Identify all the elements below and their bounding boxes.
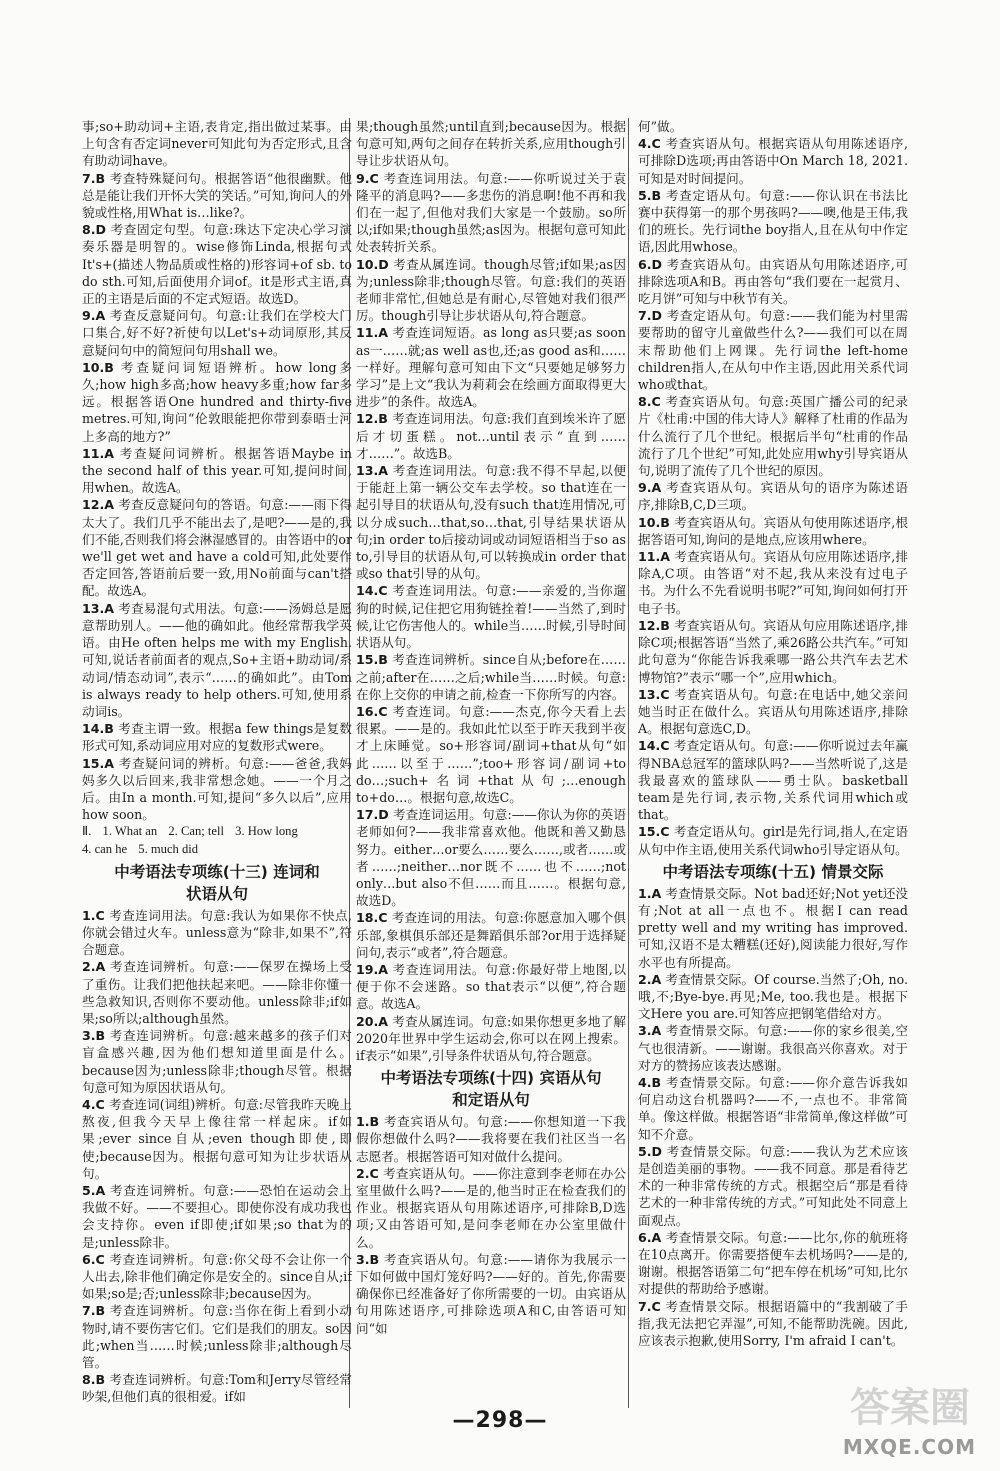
item-list (82, 170, 352, 824)
answer-item: 5.A 考查连词辨析。句意:——恐怕在运动会上我做不好。——不要担心。即使你没有成功我也会支持你。even if即使;if如果;so that为的是;unless除非。 (82, 1182, 352, 1250)
continued-text: 何”做。 (638, 119, 683, 134)
section-heading-line2: 状语从句 (185, 884, 248, 903)
answer-item: 7.B 考查连词辨析。句意:当你在街上看到小动物时,请不要伤害它们。它们是我们的朋友。so因此;when当……时候;unless除非;although尽管。 (82, 1303, 352, 1371)
answer-item: 3.B 考查宾语从句。句意:——请你为我展示一下如何做中国灯笼好吗?——好的。首先,你需要确保你已经准备好了你所需要的一切。由宾语从句用陈述语序,可排除选项A和C,由答语可知问“如 (356, 1251, 626, 1336)
answer-item: 10.B 考查宾语从句。宾语从句使用陈述语序,根据答语可知,询问的是地点,应该用where。 (638, 514, 908, 547)
section-heading (638, 861, 908, 883)
answer-item: 9.A 考查反意疑问句。句意:让我们在学校大门口集合,好不好?祈使句以Let's+动词原形,其反意疑问句中的简短问句用shall we。 (82, 308, 352, 358)
column-right (638, 118, 908, 1408)
answer-item: 5.B 考查定语从句。句意:——你认识在书法比赛中获得第一的那个男孩吗?——噢,他是王伟,我们的班长。先行词the boy指人,且在从句中作定语,因此用whose。 (638, 187, 908, 255)
answer-item: 14.C 考查定语从句。句意:——你听说过去年赢得NBA总冠军的篮球队吗?——当然听说了,这是我最喜欢的篮球队——勇士队。basketball team是先行词,表示物,关系代词用which或that。 (638, 738, 908, 823)
item-list (356, 1113, 626, 1337)
answer-item: 19.A 考查连词用法。句意:你最好带上地图,以便于你不会迷路。so that表示“以便”,符合题意。故选A。 (356, 961, 626, 1012)
answer-item: 14.C 考查连词用法。句意:——亲爱的,当你遛狗的时候,记住把它用狗链拴着!——当然了,到时候,让它伤害他人的。while当……时候,引导时间状语从句。 (356, 583, 626, 651)
section-heading-line2: 和定语从句 (452, 1091, 530, 1110)
answer-value: 2. Can; tell (168, 824, 224, 839)
section-heading (356, 1067, 626, 1111)
answer-item: 14.B 考查主谓一致。根据a few things是复数形式可知,系动词应用对应的复数形式were。 (82, 721, 352, 754)
answer-item: 15.A 考查疑问词的辨析。句意:——爸爸,我妈妈多久以后回来,我非常想念她。——一个月之后。由In a month.可知,提问“多久以后”,应用how soon。 (82, 755, 352, 823)
answer-item: 18.C 考查连词的用法。句意:你愿意加入哪个俱乐部,象棋俱乐部还是舞蹈俱乐部?or用于选择疑问句,表示“或者”,符合题意。 (356, 910, 626, 960)
fill-in-answers (82, 823, 352, 857)
item-list (356, 170, 626, 1065)
answer-item: 6.C 考查连词辨析。句意:你父母不会让你一个人出去,除非他们确定你是安全的。since自从;if如果;so是;否;unless除非;because因为。 (82, 1251, 352, 1302)
column-middle (356, 118, 626, 1408)
answer-value: 3. How long (235, 824, 298, 839)
answer-item: 10.B 考查疑问词短语辨析。how long多久;how high多高;how heavy多重;how far多远。根据答语One hundred and thirty-five metres.可知,询问“伦敦眼能把你带到泰晤士河上多高的地方?” (82, 359, 352, 444)
continued-text: 事;so+助动词+主语,表肯定,指出做过某事。由上句含有否定词never可知此句为否定形式,且含有助动词have。 (82, 119, 352, 169)
answer-item: 6.D 考查宾语从句。由宾语从句用陈述语序,可排除选项A和B。再由答句“我们要在一起赏月、吃月饼”可知与中秋节有关。 (638, 256, 908, 307)
answer-item: 7.B 考查特殊疑问句。根据答语“他很幽默。他总是能让我们开怀大笑的笑话。”可知,询问人的外貌或性格,用What is…like?。 (82, 170, 352, 221)
answer-item: 13.A 考查连词用法。句意:我不得不早起,以便于能赶上第一辆公交车去学校。so that连在一起引导目的状语从句,没有such that连用情况,可以分成such…that,so…that,引导结果状语从句;in order to后接动词或动词短语相当于so as to,引导目的状语从句,可以转换成in order that或so that引导的从句。 (356, 463, 626, 582)
answer-item: 8.D 考查固定句型。句意:珠达下定决心学习演奏乐器是明智的。wise修饰Linda,根据句式It's+(描述人物品质或性格的)形容词+of sb. to do sth.可知,后面使用介词of。it是形式主语,真正的主语是后面的不定式短语。故选D。 (82, 222, 352, 307)
continued-text: 果;though虽然;until直到;because因为。根据句意可知,两句之间存在转折关系,应用though引导让步状语从句。 (356, 119, 626, 169)
section-heading-line1: 中考语法专项练(十五) 情景交际 (662, 862, 884, 881)
column-divider (628, 118, 629, 1408)
answer-item: 2.A 考查情景交际。Of course.当然了;Oh, no.哦,不;Bye-bye.再见;Me, too.我也是。根据下文Here you are.可知答应把钢笔借给对方。 (638, 971, 908, 1022)
answer-value: 4. can he (82, 841, 128, 856)
column-left (82, 118, 352, 1408)
answer-value: 5. much did (138, 841, 199, 856)
watermark-url: MXQE.COM (842, 1435, 976, 1459)
answer-item: 1.C 考查连词用法。句意:我认为如果你不快点,你就会错过火车。unless意为“除非,如果不”,符合题意。 (82, 907, 352, 958)
item-list (638, 885, 908, 1349)
answer-item: 11.A 考查疑问词辨析。根据答语Maybe in the second half of this year.可知,提问时间,用when。故选A。 (82, 445, 352, 496)
answer-item: 13.C 考查宾语从句。句意:在电话中,她父亲问她当时正在做什么。宾语从句用陈述语序,排除A。根据句意选C,D。 (638, 686, 908, 737)
answer-item: 6.A 考查情景交际。句意:——比尔,你的航班将在10点离开。你需要搭便车去机场吗?——是的,谢谢。根据答语第二句“把车停在机场”可知,比尔对提供的帮助给予感谢。 (638, 1229, 908, 1297)
answer-item: 4.B 考查情景交际。句意:——你介意告诉我如何启动这台机器吗?——不,一点也不。非常简单。像这样做。根据答语“非常简单,像这样做”可知不介意。 (638, 1074, 908, 1142)
answer-item: 16.C 考查连词。句意:——杰克,你今天看上去很累。——是的。我如此忙以至于昨天我到半夜才上床睡觉。so+形容词/副词+that从句“如此……以至于……”;too+形容词/副词+to do…;such+名词+that从句;…enough to+do…。根据句意,故选C。 (356, 703, 626, 805)
answer-item: 4.C 考查连词(词组)辨析。句意:尽管我昨天晚上熬夜,但我今天早上像往常一样起床。if如果;ever since自从;even though即使,即使;because因为。根据句意可知为让步状语从句。 (82, 1096, 352, 1181)
answer-item: 2.A 考查连词辨析。句意:——保罗在操场上受了重伤。让我们把他扶起来吧。——除非你懂一些急救知识,否则你不要动他。unless除非;if如果;so所以;although虽然。 (82, 959, 352, 1026)
answer-item: 3.B 考查连词辨析。句意:越来越多的孩子们对盲盒感兴趣,因为他们想知道里面是什么。because因为;unless除非;though尽管。根据句意可知为原因状语从句。 (82, 1028, 352, 1095)
section-heading-line1: 中考语法专项练(十三) 连词和 (114, 862, 320, 881)
answer-item: 5.D 考查情景交际。句意:——我认为艺术应该是创造美丽的事物。——我不同意。那是看待艺术的一种非常传统的方式。根据空后“那是看待艺术的一种非常传统的方式。”可知此处不同意上面观点。 (638, 1143, 908, 1228)
answer-item: 13.A 考查易混句式用法。句意:——汤姆总是愿意帮助别人。——他的确如此。他经常帮我学英语。由He often helps me with my English.可知,说话者前面者的观点,So+主语+助动词/系动词/情态动词”,表示“……的确如此”。由Tom is always ready to help others.可知,使用系动词is。 (82, 600, 352, 719)
answer-item: 10.D 考查从属连词。though尽管;if如果;as因为;unless除非;though尽管。句意:我们的英语老师非常忙,但她总是有耐心,尽管她对我们很严厉。though引导让步状语从句,符合题意。 (356, 256, 626, 324)
answer-item: 7.C 考查情景交际。根据语篇中的“我割破了手指,我无法把它弄湿”,可知,不能帮助洗碗。因此,应该表示抱歉,使用Sorry, I'm afraid I can't。 (638, 1298, 908, 1349)
page-number: —298— (452, 1408, 548, 1433)
answer-item: 12.B 考查宾语从句。宾语从句应用陈述语序,排除C项;根据答语“当然了,乘26路公共汽车。”可知此句意为“你能告诉我乘哪一路公共汽车去艺术博物馆?”表示“哪一个”,应用which。 (638, 617, 908, 685)
answer-item: 9.C 考查连词用法。句意:——你听说过关于袁隆平的消息吗?——多悲伤的消息啊!他不再和我们在一起了,但他对我们大家是一个鼓励。so所以;if如果;though虽然;as因为。根据句意可知此处表转折关系。 (356, 170, 626, 255)
watermark-logo: 答案圈 (850, 1385, 970, 1431)
answer-item: 12.B 考查连词用法。句意:我们直到埃米许了愿后才切蛋糕。not…until表示“直到……才……”。故选B。 (356, 411, 626, 461)
answer-item: 11.A 考查连词短语。as long as只要;as soon as一……就;as well as也,还;as good as和……一样好。理解句意可知由下文“只要她足够努力学习”是上文“我认为莉莉会在绘画方面取得更大进步”的条件。故选A。 (356, 325, 626, 410)
answer-value: 1. What an (102, 824, 158, 839)
answer-item: 8.B 考查连词辨析。句意:Tom和Jerry尽管经常吵架,但他们真的很相爱。if如 (82, 1372, 352, 1405)
answer-item: 4.C 考查宾语从句。根据宾语从句用陈述语序,可排除D选项;再由答语中On March 18, 2021.可知是对时间提问。 (638, 136, 908, 186)
answer-item: 3.A 考查情景交际。句意:——你的家乡很美,空气也很清新。——谢谢。我很高兴你喜欢。对于对方的赞扬应该表达感谢。 (638, 1023, 908, 1073)
answer-item: 17.D 考查连词运用。句意:——你认为你的英语老师如何?——我非常喜欢他。他既和善又勤恳努力。either…or要么……要么……,或者……或者……;neither…nor既不……也不……;not only…but also不但……而且……。根据句意,故选D。 (356, 807, 626, 909)
answers-label: Ⅱ. (82, 824, 92, 839)
item-list (82, 907, 352, 1406)
section-heading-line1: 中考语法专项练(十四) 宾语从句 (380, 1069, 602, 1088)
answer-item: 1.B 考查宾语从句。句意:——你想知道一下我假你想做什么吗?——我将要在我们社区当一名志愿者。根据答语可知对做什么提问。 (356, 1114, 626, 1164)
answer-item: 1.A 考查情景交际。Not bad还好;Not yet还没有;Not at all一点也不。根据I can read pretty well and my writing has improved.可知,汉语不是太糟糕(还好),阅读能力很好,写作水平也有所提高。 (638, 885, 908, 970)
answer-item: 8.C 考查宾语从句。句意:英国广播公司的纪录片《杜甫:中国的伟大诗人》解释了杜甫的作品为什么流行了几个世纪。根据后半句“杜甫的作品流行了几个世纪”可知,此处应用why引导宾语从句,说明了流传了几个世纪的原因。 (638, 394, 908, 479)
answer-item: 12.A 考查反意疑问句的答语。句意:——雨下得太大了。我们几乎不能出去了,是吧?——是的,我们不能,否则我们将会淋湿感冒的。由答语中的or we'll get wet and have a cold可知,此处要作否定回答,答语前后要一致,用No前面与can't搭配。故选A。 (82, 497, 352, 599)
answer-item: 11.A 考查宾语从句。宾语从句应用陈述语序,排除A,C项。由答语“对不起,我从来没有过电子书。为什么不先看说明书呢?”可知,询问如何打开电子书。 (638, 549, 908, 616)
item-list (638, 135, 908, 858)
answer-item: 20.A 考查从属连词。句意:如果你想更多地了解2020年世界中学生运动会,你可以在网上搜索。if表示“如果”,引导条件状语从句,符合题意。 (356, 1013, 626, 1063)
answer-item: 9.A 考查宾语从句。宾语从句的语序为陈述语序,排除B,C,D三项。 (638, 480, 908, 513)
section-heading (82, 861, 352, 905)
answer-item: 15.B 考查连词辨析。since自从;before在……之前;after在……之后;while当……时候。句意:在你上交你的申请之前,检查一下你所写的内容。 (356, 652, 626, 702)
answer-item: 7.D 考查定语从句。句意:——我们能为村里需要帮助的留守儿童做些什么?——我们可以在周末帮助他们上网课。先行词the left-home children指人,在从句中作主语,因此用关系代词who或that。 (638, 308, 908, 393)
answer-item: 15.C 考查定语从句。girl是先行词,指人,在定语从句中作主语,使用关系代词who引导定语从句。 (638, 824, 908, 857)
answer-item: 2.C 考查宾语从句。——你注意到李老师在办公室里做什么吗?——是的,他当时正在检查我们的作业。根据宾语从句用陈述语序,可排除B,D选项;又由答语可知,是问李老师在办公室里做什么。 (356, 1165, 626, 1250)
